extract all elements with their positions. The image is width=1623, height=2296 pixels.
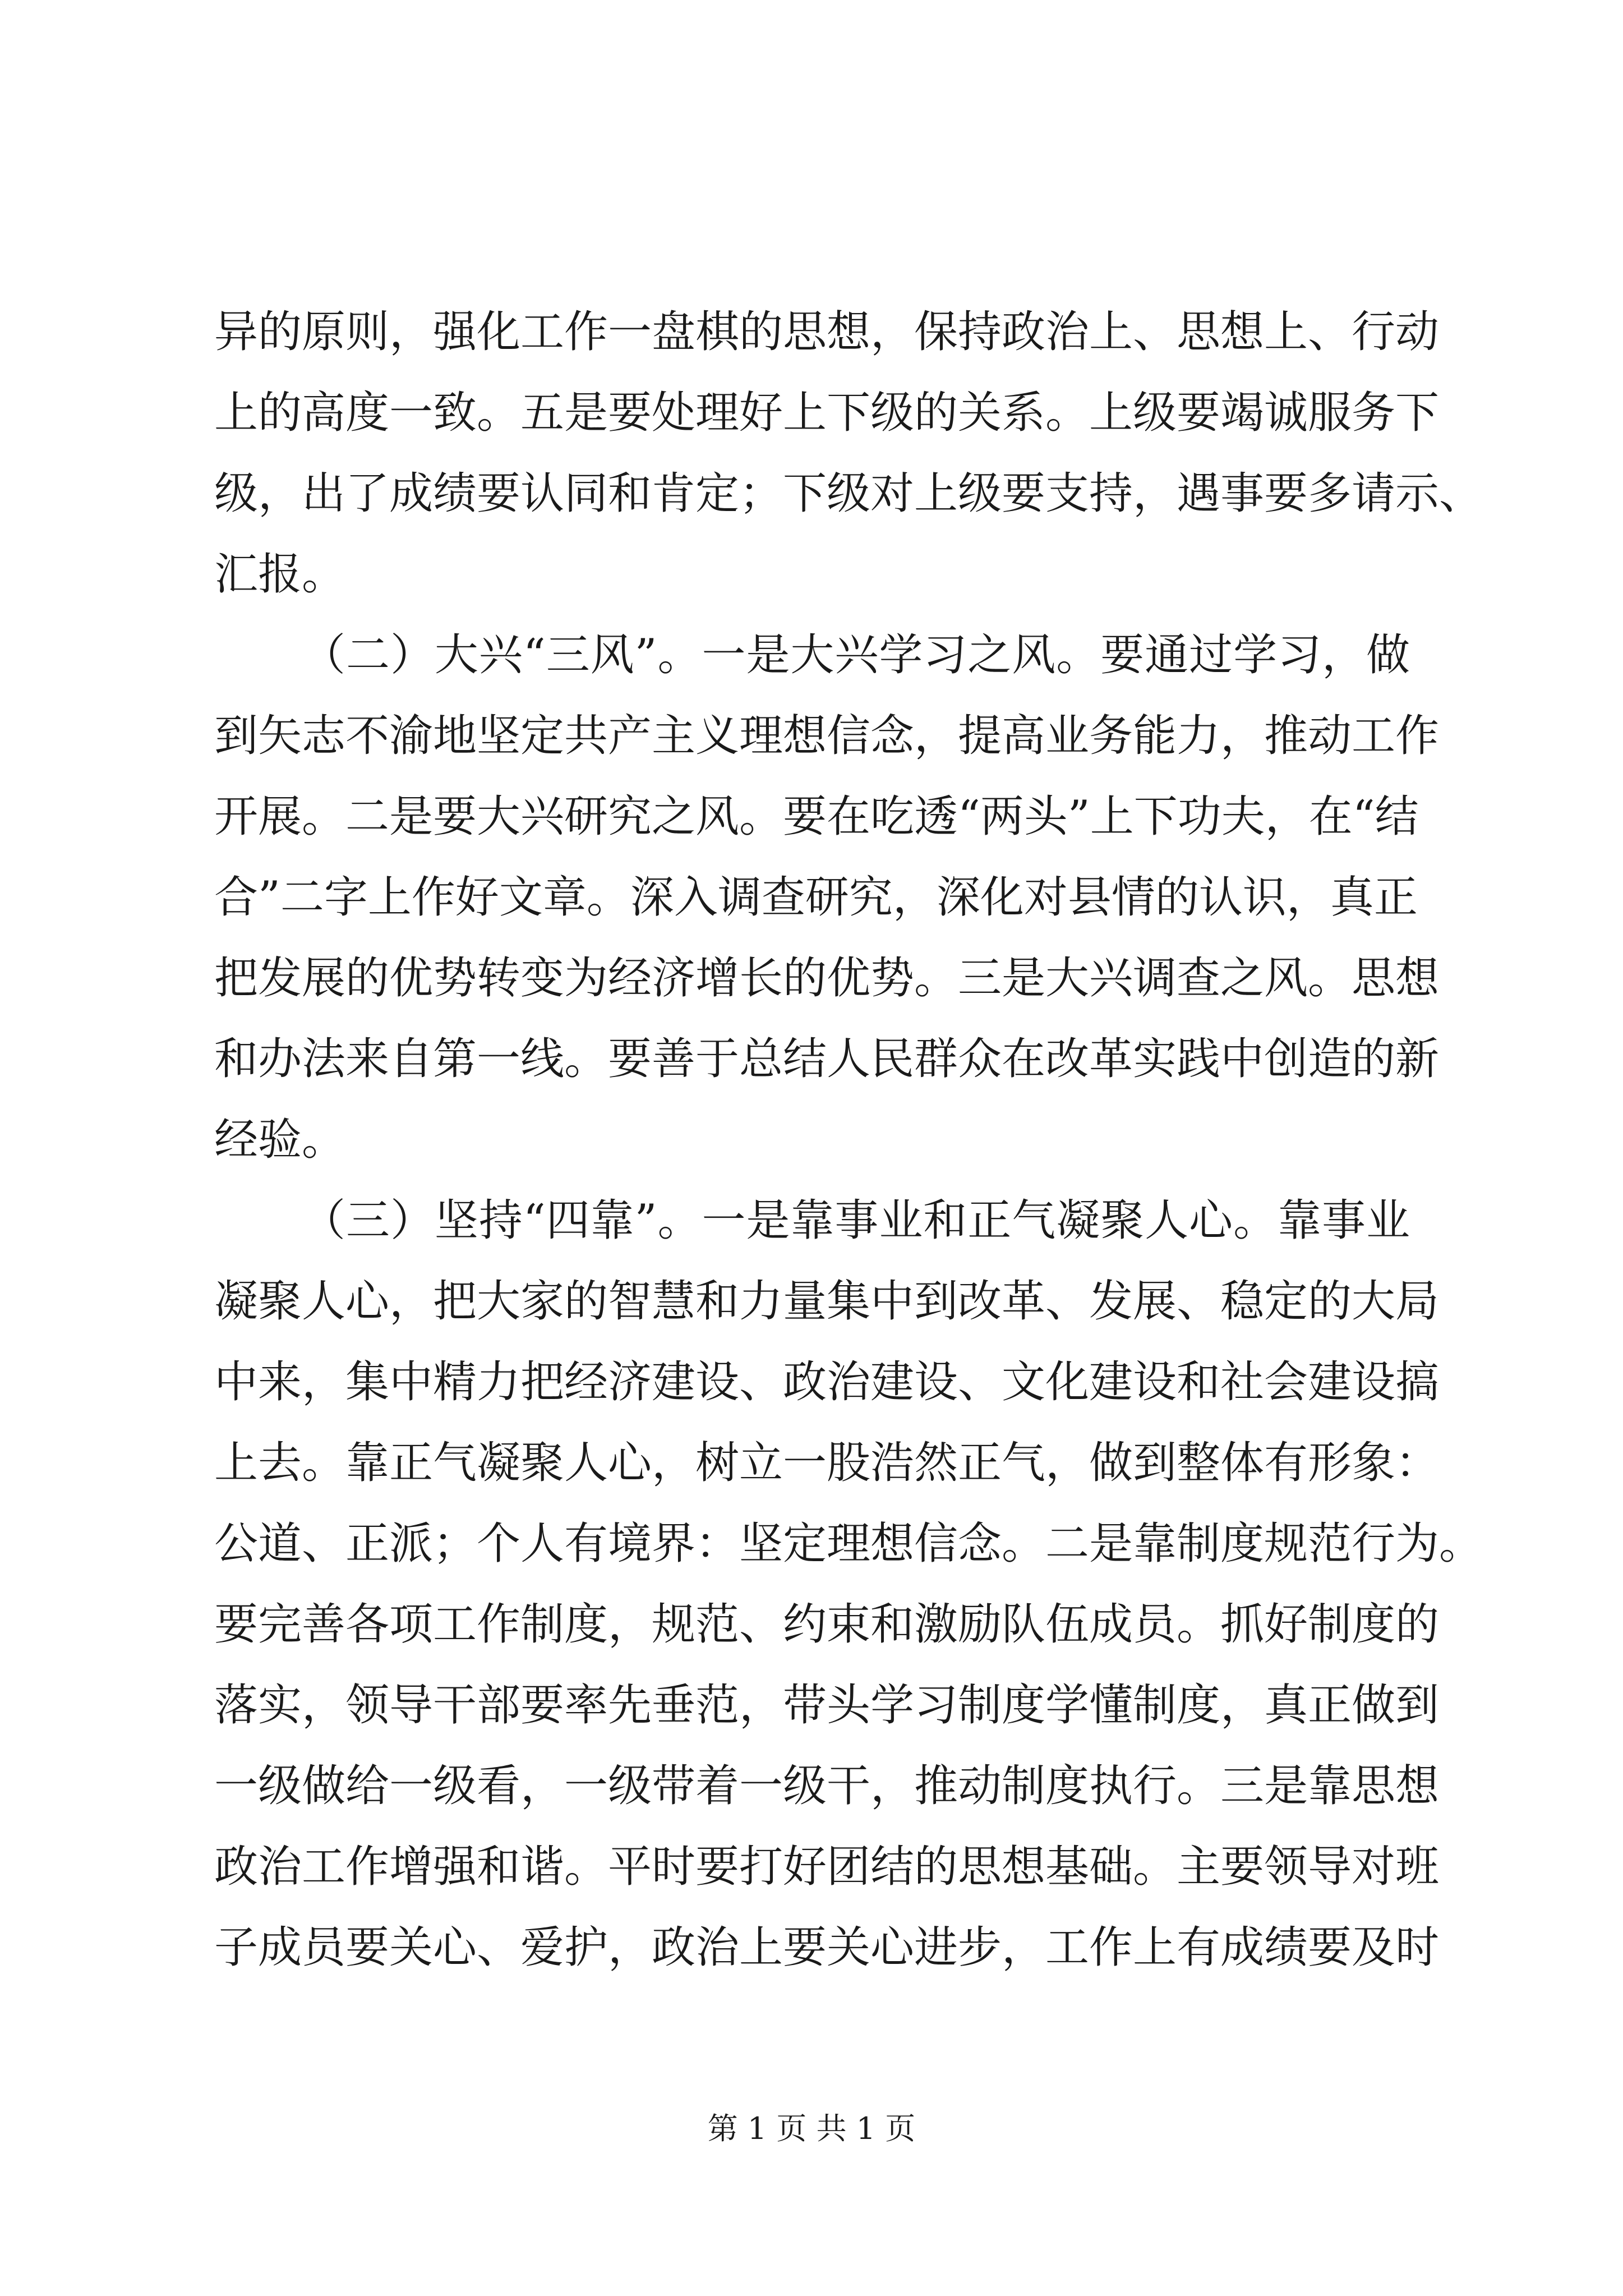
text-line: 开展。二是要大兴研究之风。要在吃透“两头”上下功夫，在“结 — [214, 792, 1419, 842]
text-line: 凝聚人心，把大家的智慧和力量集中到改革、发展、稳定的大局 — [214, 1276, 1440, 1327]
text-line: 经验。 — [214, 1115, 346, 1165]
text-line: 把发展的优势转变为经济增长的优势。三是大兴调查之风。思想 — [214, 953, 1440, 1004]
page-footer — [0, 2109, 1623, 2148]
text-line: 一级做给一级看，一级带着一级干，推动制度执行。三是靠思想 — [214, 1761, 1440, 1811]
body-text — [214, 292, 1483, 1988]
text-line: 上的高度一致。五是要处理好上下级的关系。上级要竭诚服务下 — [214, 388, 1440, 438]
section-heading-line: （二）大兴“三风”。一是大兴学习之风。要通过学习，做 — [302, 630, 1410, 680]
text-line: 上去。靠正气凝聚人心，树立一股浩然正气，做到整体有形象： — [214, 1438, 1440, 1488]
text-line: 汇报。 — [214, 549, 346, 600]
text-line: 级，出了成绩要认同和肯定；下级对上级要支持，遇事要多请示、 — [214, 468, 1483, 519]
text-line: 中来，集中精力把经济建设、政治建设、文化建设和社会建设搞 — [214, 1357, 1440, 1407]
section-heading-line: （三）坚持“四靠”。一是靠事业和正气凝聚人心。靠事业 — [302, 1195, 1410, 1246]
text-line: 合”二字上作好文章。深入调查研究，深化对县情的认识，真正 — [214, 872, 1418, 923]
text-line: 公道、正派；个人有境界：坚定理想信念。二是靠制度规范行为。 — [214, 1519, 1483, 1569]
page-number-label: 第 1 页 共 1 页 — [707, 2111, 916, 2146]
text-line: 到矢志不渝地坚定共产主义理想信念，提高业务能力，推动工作 — [214, 711, 1440, 761]
text-line: 异的原则，强化工作一盘棋的思想，保持政治上、思想上、行动 — [214, 307, 1440, 357]
text-line: 要完善各项工作制度，规范、约束和激励队伍成员。抓好制度的 — [214, 1599, 1440, 1650]
text-line: 和办法来自第一线。要善于总结人民群众在改革实践中创造的新 — [214, 1034, 1440, 1084]
text-line: 落实，领导干部要率先垂范，带头学习制度学懂制度，真正做到 — [214, 1680, 1440, 1731]
text-line: 子成员要关心、爱护，政治上要关心进步，工作上有成绩要及时 — [214, 1922, 1440, 1973]
text-line: 政治工作增强和谐。平时要打好团结的思想基础。主要领导对班 — [214, 1842, 1440, 1892]
